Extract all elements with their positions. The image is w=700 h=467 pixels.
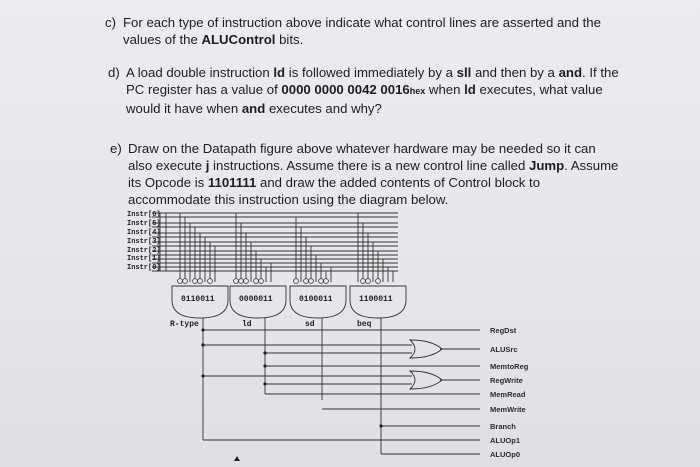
- question-c-line1: For each type of instruction above indicate what control lines are asserted and the: [123, 15, 601, 30]
- type-label: sd: [305, 320, 315, 329]
- question-d-text: is followed immediately by a: [285, 65, 457, 80]
- output-memread: MemRead: [490, 390, 526, 399]
- question-d-text: PC register has a value of: [126, 82, 282, 97]
- question-c-text: values of the: [123, 32, 202, 47]
- instr-label: Instr[0]: [127, 264, 161, 272]
- instr-label: Instr[2]: [127, 247, 161, 255]
- type-label: R-type: [170, 320, 199, 329]
- opcode-label: 1100011: [359, 295, 393, 304]
- output-regwrite: RegWrite: [490, 376, 523, 385]
- ld-term: ld: [273, 65, 286, 80]
- j-term: j: [205, 158, 210, 173]
- question-d-text: and then by a: [471, 65, 559, 80]
- output-memwrite: MemWrite: [490, 405, 526, 414]
- question-d-label: d): [108, 65, 120, 80]
- output-aluop0: ALUOp0: [490, 450, 520, 459]
- type-label: beq: [357, 320, 372, 329]
- instr-label: Instr[4]: [127, 229, 161, 237]
- opcode-label: 0110011: [181, 295, 215, 304]
- and-term: and: [558, 65, 583, 80]
- question-e-label: e): [110, 141, 122, 156]
- question-c-text-end: bits.: [275, 32, 304, 47]
- question-d-text: . If the: [582, 65, 619, 80]
- output-aluop1: ALUOp1: [490, 436, 520, 445]
- question-e-text: Draw on the Datapath figure above whatever hardware may be needed so it can: [128, 141, 596, 156]
- jump-term: Jump: [528, 158, 565, 173]
- question-d-text: executes and why?: [265, 101, 382, 116]
- and-term: and: [241, 101, 266, 116]
- alucontrol-term: ALUControl: [201, 32, 276, 47]
- question-e-text: accommodate this instruction using the diagram below.: [128, 192, 449, 207]
- question-d-text: when: [425, 82, 465, 97]
- hex-suffix: hex: [409, 86, 426, 96]
- opcode-label: 0000011: [239, 295, 273, 304]
- question-e-text: its Opcode is: [128, 175, 208, 190]
- instr-label: Instr[3]: [127, 238, 161, 246]
- type-label: ld: [242, 320, 252, 329]
- question-e-text: and draw the added contents of Control block to: [256, 175, 541, 190]
- opcode-label: 0100011: [299, 295, 333, 304]
- question-c-label: c): [105, 15, 116, 30]
- question-e-text: . Assume: [564, 158, 619, 173]
- question-e-text: instructions. Assume there is a new control line called: [209, 158, 529, 173]
- ld-term: ld: [464, 82, 476, 97]
- instr-label: Instr[5]: [127, 220, 161, 228]
- output-regdst: RegDst: [490, 326, 517, 335]
- question-d-text: would it have when: [126, 101, 242, 116]
- question-d-text: executes, what value: [475, 82, 603, 97]
- sll-term: sll: [456, 65, 472, 80]
- jump-opcode: 1101111: [207, 175, 257, 190]
- question-e-text: also execute: [128, 158, 206, 173]
- pc-value: 0000 0000 0042 0016: [281, 82, 410, 97]
- output-memtoreg: MemtoReg: [490, 362, 529, 371]
- instr-label: Instr[6]: [127, 211, 161, 219]
- question-d-text: A load double instruction: [126, 65, 274, 80]
- output-alusrc: ALUSrc: [490, 345, 518, 354]
- instr-label: Instr[1]: [127, 255, 161, 263]
- output-branch: Branch: [490, 422, 516, 431]
